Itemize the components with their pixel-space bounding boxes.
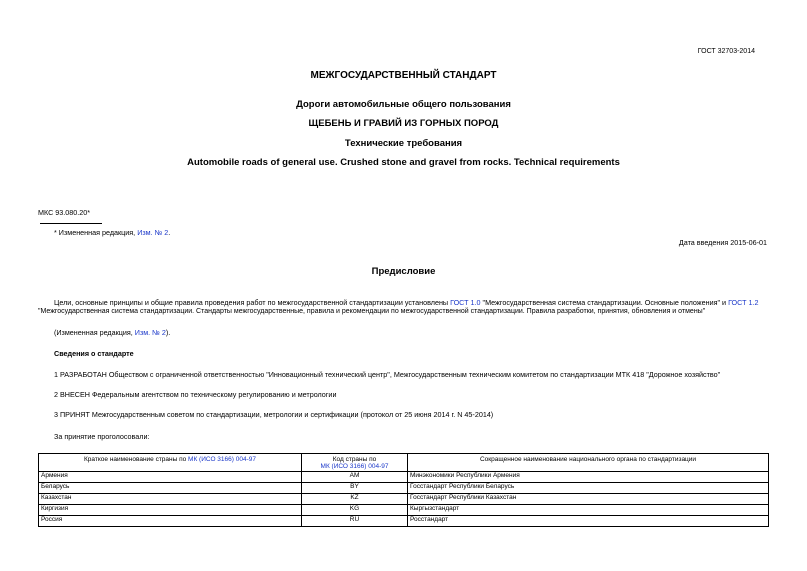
- edition-amendment-link[interactable]: Изм. № 2: [134, 328, 166, 337]
- document-code: ГОСТ 32703-2014: [697, 48, 755, 55]
- cell-code: BY: [302, 483, 408, 494]
- table-row: [39, 494, 769, 505]
- cell-code: KZ: [302, 494, 408, 505]
- info-item-adopted: 3 ПРИНЯТ Межгосударственным советом по стандартизации, метрологии и сертификации (протокол от 25 июня 2014 г. N 45-2014): [54, 410, 494, 419]
- table-row: [39, 516, 769, 527]
- standard-info-heading: Сведения о стандарте: [54, 349, 134, 358]
- standard-name-title: ЩЕБЕНЬ И ГРАВИЙ ИЗ ГОРНЫХ ПОРОД: [308, 118, 499, 129]
- table-header-row: [39, 454, 769, 472]
- gost-1-2-link[interactable]: ГОСТ 1.2: [728, 298, 759, 307]
- footnote-end: .: [168, 228, 171, 237]
- mk-iso-link-1[interactable]: МК (ИСО 3166) 004-97: [188, 456, 256, 463]
- cell-country: Казахстан: [39, 494, 302, 505]
- edition-note: [54, 328, 170, 337]
- header-country-code: [302, 454, 408, 472]
- cell-body: Минэкономики Республики Армения: [408, 472, 769, 483]
- voted-label: За принятие проголосовали:: [54, 432, 150, 441]
- cell-body: Росстандарт: [408, 516, 769, 527]
- cell-country: Россия: [39, 516, 302, 527]
- edition-text-b: ).: [165, 328, 171, 337]
- edition-text-a: (Измененная редакция,: [54, 328, 135, 337]
- cell-code: RU: [302, 516, 408, 527]
- table-row: [39, 472, 769, 483]
- kind-title: Технические требования: [344, 138, 463, 149]
- foreword-paragraph-line1: [54, 298, 758, 307]
- cell-body: Госстандарт Республики Беларусь: [408, 483, 769, 494]
- foreword-p1-text-b: "Межгосударственная система стандартизации. Основные положения" и: [480, 298, 729, 307]
- cell-body: Кыргызстандарт: [408, 505, 769, 516]
- cell-country: Киргизия: [39, 505, 302, 516]
- table-row: [39, 505, 769, 516]
- cell-body: Госстандарт Республики Казахстан: [408, 494, 769, 505]
- foreword-paragraph-line2: "Межгосударственная система стандартизации. Стандарты межгосударственные, правила и рекомендации по межгосударственной стандартизации. Правила разработки, принятия, обновления и отмены": [38, 308, 706, 315]
- standard-type-title: МЕЖГОСУДАРСТВЕННЫЙ СТАНДАРТ: [310, 70, 497, 81]
- gost-1-0-link[interactable]: ГОСТ 1.0: [450, 298, 481, 307]
- foreword-heading: Предисловие: [371, 266, 436, 277]
- footnote: [54, 228, 170, 237]
- countries-table: [38, 453, 769, 527]
- cell-country: Беларусь: [39, 483, 302, 494]
- cell-code: KG: [302, 505, 408, 516]
- subject-title: Дороги автомобильные общего пользования: [296, 99, 511, 110]
- foreword-p1-text-a: Цели, основные принципы и общие правила проведения работ по межгосударственной стандартизации установлены: [54, 298, 451, 307]
- info-item-developed: 1 РАЗРАБОТАН Обществом с ограниченной ответственностью "Инновационный технический центр", Межгосударственным техническим комитетом по стандартизации МТК 418 "Дорожное хозяйство": [54, 370, 721, 379]
- cell-code: AM: [302, 472, 408, 483]
- header-code-text: Код страны по: [332, 456, 377, 463]
- table-row: [39, 483, 769, 494]
- header-country-text: Краткое наименование страны по: [84, 456, 189, 463]
- header-country-name: [39, 454, 302, 472]
- mk-iso-link-2[interactable]: МК (ИСО 3166) 004-97: [320, 463, 389, 470]
- english-title: Automobile roads of general use. Crushed stone and gravel from rocks. Technical requirements: [187, 157, 620, 168]
- info-item-submitted: 2 ВНЕСЕН Федеральным агентством по техническому регулированию и метрологии: [54, 390, 337, 399]
- introduction-date: Дата введения 2015-06-01: [678, 238, 767, 247]
- amendment-2-link[interactable]: Изм. № 2: [137, 228, 169, 237]
- cell-country: Армения: [39, 472, 302, 483]
- footnote-divider: [40, 223, 102, 224]
- footnote-text: * Измененная редакция,: [54, 228, 138, 237]
- header-national-body: Сокращенное наименование национального органа по стандартизации: [408, 454, 769, 472]
- mks-code: МКС 93.080.20*: [38, 208, 91, 217]
